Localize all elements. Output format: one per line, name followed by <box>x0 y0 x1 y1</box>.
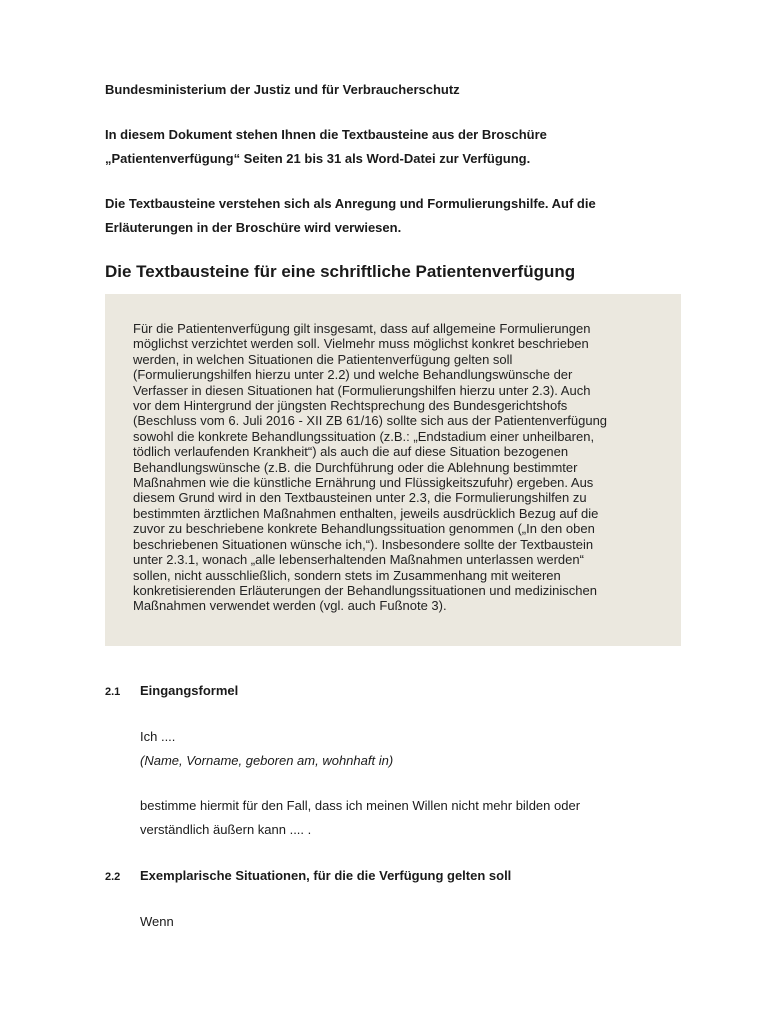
section-number: 2.2 <box>105 871 121 883</box>
body-line-ich: Ich .... <box>140 729 176 744</box>
section-title: Die Textbausteine für eine schriftliche Patientenverfügung <box>105 262 576 281</box>
heading-2-1 <box>105 683 238 698</box>
hint-line: Die Textbausteine verstehen sich als Anregung und Formulierungshilfe. Auf die <box>105 196 596 211</box>
body-line-wenn: Wenn <box>140 914 174 929</box>
body-line-bestimme: verständlich äußern kann .... . <box>140 822 312 837</box>
intro-line: „Patientenverfügung“ Seiten 21 bis 31 als Word-Datei zur Verfügung. <box>105 151 531 166</box>
intro-paragraph <box>105 123 547 171</box>
section-heading-text: Eingangsformel <box>140 683 239 698</box>
body-line-bestimme: bestimme hiermit für den Fall, dass ich meinen Willen nicht mehr bilden oder <box>140 798 581 813</box>
ministry-header: Bundesministerium der Justiz und für Verbraucherschutz <box>105 82 460 97</box>
section-heading-text: Exemplarische Situationen, für die die Verfügung gelten soll <box>140 868 512 883</box>
name-hint: (Name, Vorname, geboren am, wohnhaft in) <box>140 753 394 768</box>
heading-2-2 <box>105 868 511 883</box>
hint-line: Erläuterungen in der Broschüre wird verwiesen. <box>105 220 402 235</box>
info-box-text: Für die Patientenverfügung gilt insgesamt, dass auf allgemeine Formulierungen möglichst verzichtet werden soll. Vielmehr muss möglichst konkret beschrieben werden, in welchen Situationen die Patientenverfügung gelten soll (Formulierungshilfen hierzu unter 2.2) und welche Behandlungswünsche der Verfasser in diesen Situationen hat (Formulierungshilfen hierzu unter 2.3). Auch vor dem Hintergrund der jüngsten Rechtsprechung des Bundesgerichtshofs (Beschluss vom 6. Juli 2016 - XII ZB 61/16) sollte sich aus der Patientenverfügung sowohl die konkrete Behandlungssituation (z.B.: „Endstadium einer unheilbaren, tödlich verlaufenden Krankheit“) als auch die auf diese Situation bezogenen Behandlungswünsche (z.B. die Durchführung oder die Ablehnung bestimmter Maßnahmen wie die künstliche Ernährung und Flüssigkeitszufuhr) ergeben. Aus diesem Grund wird in den Textbausteinen unter 2.3, die Formulierungshilfen zu bestimmten ärztlichen Maßnahmen enthalten, jeweils ausdrücklich Bezug auf die zuvor zu beschriebene konkrete Behandlungssituation genommen („In den oben beschriebenen Situationen wünsche ich,“). Insbesondere sollte der Textbaustein unter 2.3.1, wonach „alle lebenserhaltenden Maßnahmen unterlassen werden“ sollen, nicht ausschließlich, sondern stets im Zusammenhang mit weiteren konkretisierenden Erläuterungen der Behandlungssituationen und medizinischen Maßnahmen verwendet werden (vgl. auch Fußnote 3). <box>133 321 608 614</box>
info-box <box>105 294 681 646</box>
section-number: 2.1 <box>105 686 121 698</box>
hint-paragraph <box>105 192 596 240</box>
intro-line: In diesem Dokument stehen Ihnen die Textbausteine aus der Broschüre <box>105 127 547 142</box>
